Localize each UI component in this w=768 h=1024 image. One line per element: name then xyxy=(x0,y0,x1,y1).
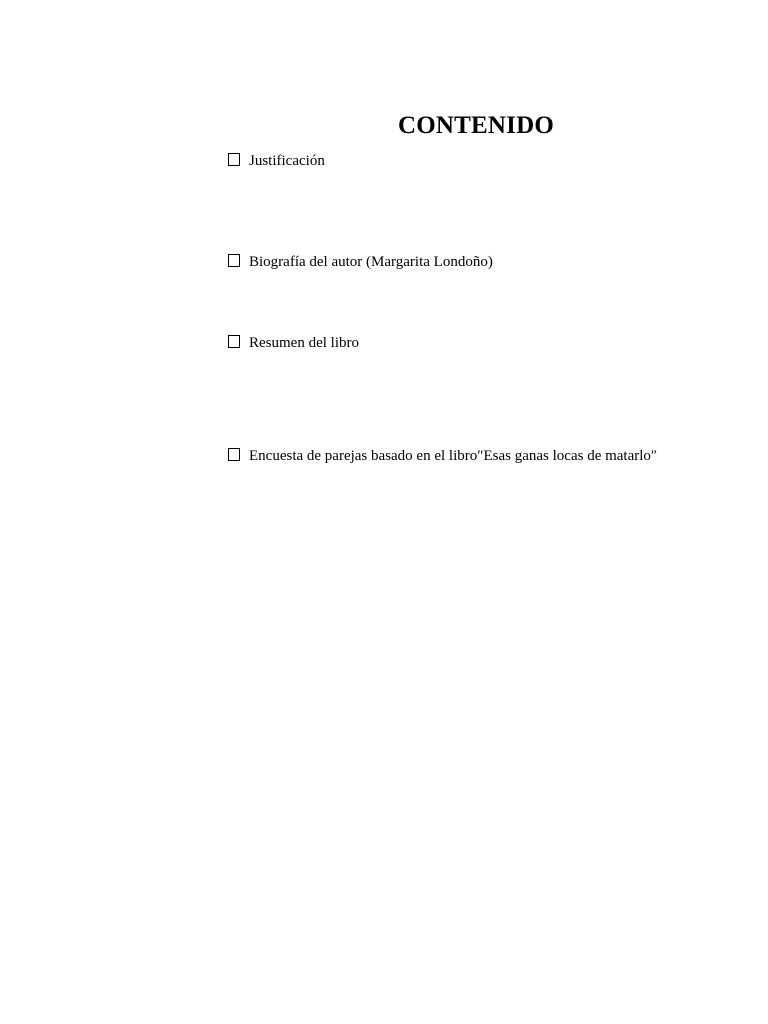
list-item-label: Resumen del libro xyxy=(249,335,359,351)
list-item-resumen xyxy=(228,334,359,352)
list-item-justificacion xyxy=(228,152,325,170)
list-item-label: Encuesta de parejas basado en el libro″Esas ganas locas de matarlo″ xyxy=(249,448,658,464)
checkbox-icon xyxy=(228,335,240,348)
checkbox-icon xyxy=(228,448,240,461)
checkbox-icon xyxy=(228,153,240,166)
list-item-encuesta xyxy=(228,447,657,465)
list-item-biografia xyxy=(228,253,493,271)
page-title: CONTENIDO xyxy=(398,112,554,139)
list-item-label: Justificación xyxy=(249,153,325,169)
checkbox-icon xyxy=(228,254,240,267)
list-item-label: Biografía del autor (Margarita Londoño) xyxy=(249,254,493,270)
